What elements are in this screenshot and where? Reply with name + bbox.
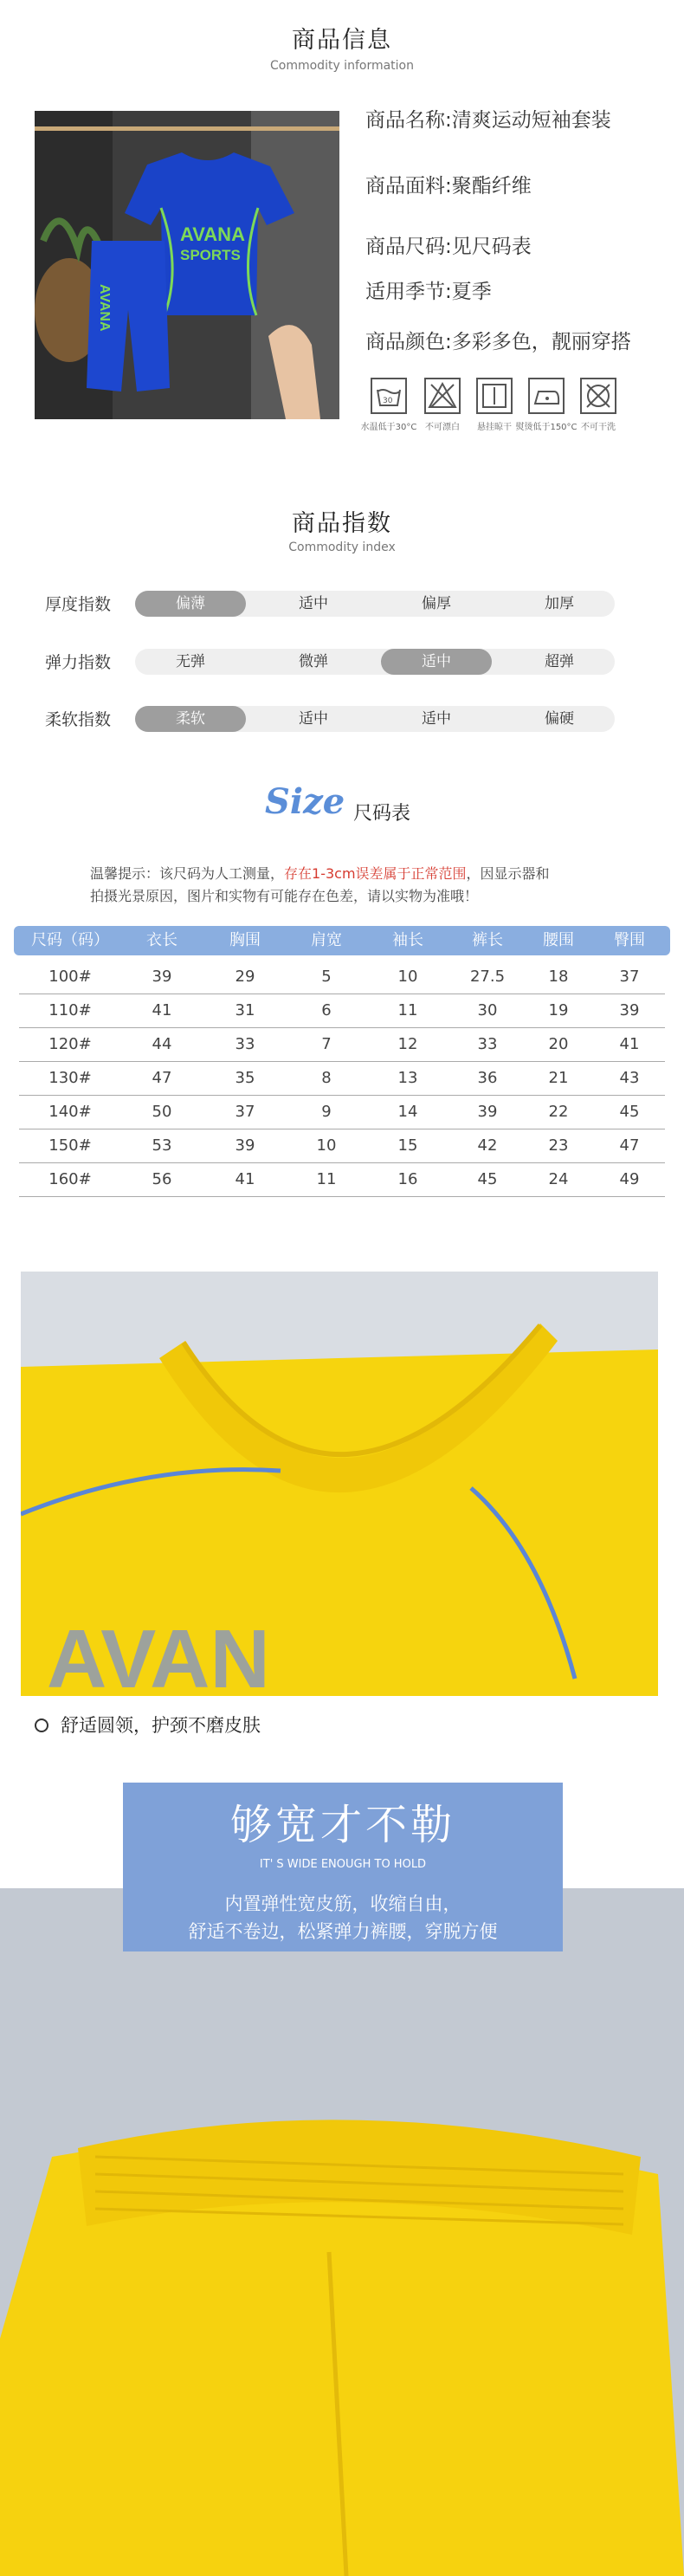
index-option: 超弹 [545, 653, 574, 670]
size-table-cell: 120# [48, 1035, 92, 1053]
size-table-cell: 39 [152, 968, 172, 986]
size-table-cell: 22 [548, 1103, 569, 1121]
care-label-iron: 熨烫低于150°C [515, 423, 578, 432]
size-table-row [19, 1163, 665, 1197]
size-table-cell: 33 [235, 1035, 255, 1053]
size-table-row [19, 961, 665, 994]
size-table-cell: 24 [548, 1170, 569, 1188]
size-table-cell: 150# [48, 1136, 92, 1155]
size-table-cell: 23 [548, 1136, 569, 1155]
index-option: 适中 [422, 710, 451, 728]
size-table-row [19, 994, 665, 1028]
banner-line2: 舒适不卷边，松紧弹力裤腰，穿脱方便 [188, 1921, 498, 1942]
size-table-cell: 160# [48, 1170, 92, 1188]
care-label-wash: 水温低于30°C [360, 423, 417, 432]
size-table-cell: 44 [152, 1035, 172, 1053]
index-option: 偏薄 [135, 591, 246, 617]
size-table-cell: 130# [48, 1069, 92, 1087]
size-table-cell: 49 [619, 1170, 640, 1188]
size-table-cell: 47 [619, 1136, 640, 1155]
index-option: 适中 [299, 595, 328, 612]
size-table-cell: 41 [152, 1001, 172, 1019]
banner-title: 够宽才不勒 [229, 1801, 455, 1849]
size-table-cell: 18 [548, 968, 569, 986]
size-table-cell: 39 [619, 1001, 640, 1019]
size-notice-line1: 温馨提示：该尺码为人工测量，存在1-3cm误差属于正常范围，因显示器和 [90, 865, 550, 882]
size-table-cell: 29 [235, 968, 255, 986]
size-table-cell: 10 [397, 968, 418, 986]
banner-subtitle: IT' S WIDE ENOUGH TO HOLD [259, 1858, 427, 1871]
index-option: 无弹 [176, 653, 205, 670]
product-photo [35, 111, 339, 419]
size-table-cell: 39 [477, 1103, 498, 1121]
shirt-print-2: SPORTS [180, 247, 241, 263]
size-table-cell: 15 [397, 1136, 418, 1155]
size-col-header: 胸围 [229, 931, 261, 949]
size-table-cell: 41 [619, 1035, 640, 1053]
collar-print-text: AVAN [47, 1613, 270, 1696]
size-table-cell: 33 [477, 1035, 498, 1053]
waistband-photo [0, 1888, 684, 2576]
no-bleach-icon [424, 378, 461, 414]
iron-low-icon [528, 378, 565, 414]
size-title-script: Size [265, 781, 345, 822]
size-notice-highlight: 存在1-3cm误差属于正常范围 [284, 865, 467, 882]
size-table-header [14, 926, 670, 955]
size-table-cell: 35 [235, 1069, 255, 1087]
size-table-row [19, 1028, 665, 1062]
index-bar-softness [135, 706, 615, 732]
size-table-cell: 11 [397, 1001, 418, 1019]
index-option: 柔软 [135, 706, 246, 732]
size-table-cell: 9 [321, 1103, 332, 1121]
size-table-cell: 140# [48, 1103, 92, 1121]
size-table-cell: 45 [619, 1103, 640, 1121]
care-label-dry: 悬挂晾干 [477, 423, 512, 432]
size-table-cell: 21 [548, 1069, 569, 1087]
size-table-cell: 8 [321, 1069, 332, 1087]
banner-line1: 内置弹性宽皮筋，收缩自由， [224, 1893, 461, 1914]
size-notice-line2: 拍摄光景原因，图片和实物有可能存在色差，请以实物为准哦！ [90, 888, 479, 904]
index-subtitle: Commodity index [288, 540, 396, 554]
size-table-cell: 31 [235, 1001, 255, 1019]
size-table-cell: 10 [316, 1136, 337, 1155]
product-info-title: 商品信息 [292, 27, 392, 54]
size-table-cell: 45 [477, 1170, 498, 1188]
no-dryclean-icon [580, 378, 616, 414]
size-table-cell: 13 [397, 1069, 418, 1087]
size-table-cell: 110# [48, 1001, 92, 1019]
info-row-color: 商品颜色:多彩多色，靓丽穿搭 [365, 331, 631, 353]
index-label-thickness: 厚度指数 [45, 595, 112, 614]
size-table-cell: 30 [477, 1001, 498, 1019]
index-option: 加厚 [545, 595, 574, 612]
info-row-season: 适用季节:夏季 [365, 281, 492, 303]
info-row-name: 商品名称:清爽运动短袖套装 [365, 109, 611, 132]
index-bar-thickness [135, 591, 615, 617]
index-option: 偏厚 [422, 595, 451, 612]
size-table-cell: 42 [477, 1136, 498, 1155]
size-table-cell: 5 [321, 968, 332, 986]
size-table-cell: 27.5 [469, 968, 506, 986]
size-table-cell: 19 [548, 1001, 569, 1019]
size-table-row [19, 1062, 665, 1096]
size-table-cell: 6 [321, 1001, 332, 1019]
index-option: 适中 [381, 649, 492, 675]
index-label-elasticity: 弹力指数 [45, 653, 112, 672]
size-col-header: 尺码（码） [31, 931, 109, 949]
shirt-print-1: AVANA [180, 223, 245, 245]
size-table-cell: 41 [235, 1170, 255, 1188]
index-title: 商品指数 [292, 510, 392, 537]
bullet-icon [35, 1718, 48, 1732]
care-label-dryclean: 不可干洗 [581, 423, 616, 432]
size-table-cell: 7 [321, 1035, 332, 1053]
size-table-cell: 50 [152, 1103, 172, 1121]
index-option: 偏硬 [545, 710, 574, 728]
size-table-cell: 37 [235, 1103, 255, 1121]
size-title: 尺码表 [353, 803, 411, 825]
size-table-cell: 12 [397, 1035, 418, 1053]
size-table-cell: 36 [477, 1069, 498, 1087]
size-table-cell: 56 [152, 1170, 172, 1188]
size-col-header: 衣长 [146, 931, 177, 949]
index-bar-elasticity [135, 649, 615, 675]
collar-photo [21, 1272, 658, 1696]
info-row-fabric: 商品面料:聚酯纤维 [365, 175, 532, 197]
size-table-cell: 37 [619, 968, 640, 986]
collar-caption: 舒适圆领，护颈不磨皮肤 [61, 1715, 261, 1736]
index-option: 微弹 [299, 653, 328, 670]
svg-text:30: 30 [383, 397, 393, 405]
care-label-bleach: 不可漂白 [425, 423, 460, 432]
size-col-header: 肩宽 [311, 931, 342, 949]
size-col-header: 臀围 [614, 931, 645, 949]
index-label-softness: 柔软指数 [45, 710, 112, 729]
product-info-subtitle: Commodity information [270, 59, 414, 73]
size-table-cell: 43 [619, 1069, 640, 1087]
size-col-header: 袖长 [392, 931, 423, 949]
size-table-cell: 100# [48, 968, 92, 986]
size-table-cell: 16 [397, 1170, 418, 1188]
size-col-header: 腰围 [543, 931, 574, 949]
size-table-row [19, 1129, 665, 1163]
size-col-header: 裤长 [472, 931, 503, 949]
size-table-cell: 11 [316, 1170, 337, 1188]
shorts-print: AVANA [97, 284, 112, 332]
size-table-cell: 39 [235, 1136, 255, 1155]
size-table-row [19, 1096, 665, 1129]
wash-30-icon [371, 378, 407, 414]
index-option: 适中 [299, 710, 328, 728]
size-table-cell: 20 [548, 1035, 569, 1053]
size-table-cell: 47 [152, 1069, 172, 1087]
size-table-cell: 14 [397, 1103, 418, 1121]
size-table-cell: 53 [152, 1136, 172, 1155]
info-row-size: 商品尺码:见尺码表 [365, 236, 532, 258]
hang-dry-icon [476, 378, 513, 414]
